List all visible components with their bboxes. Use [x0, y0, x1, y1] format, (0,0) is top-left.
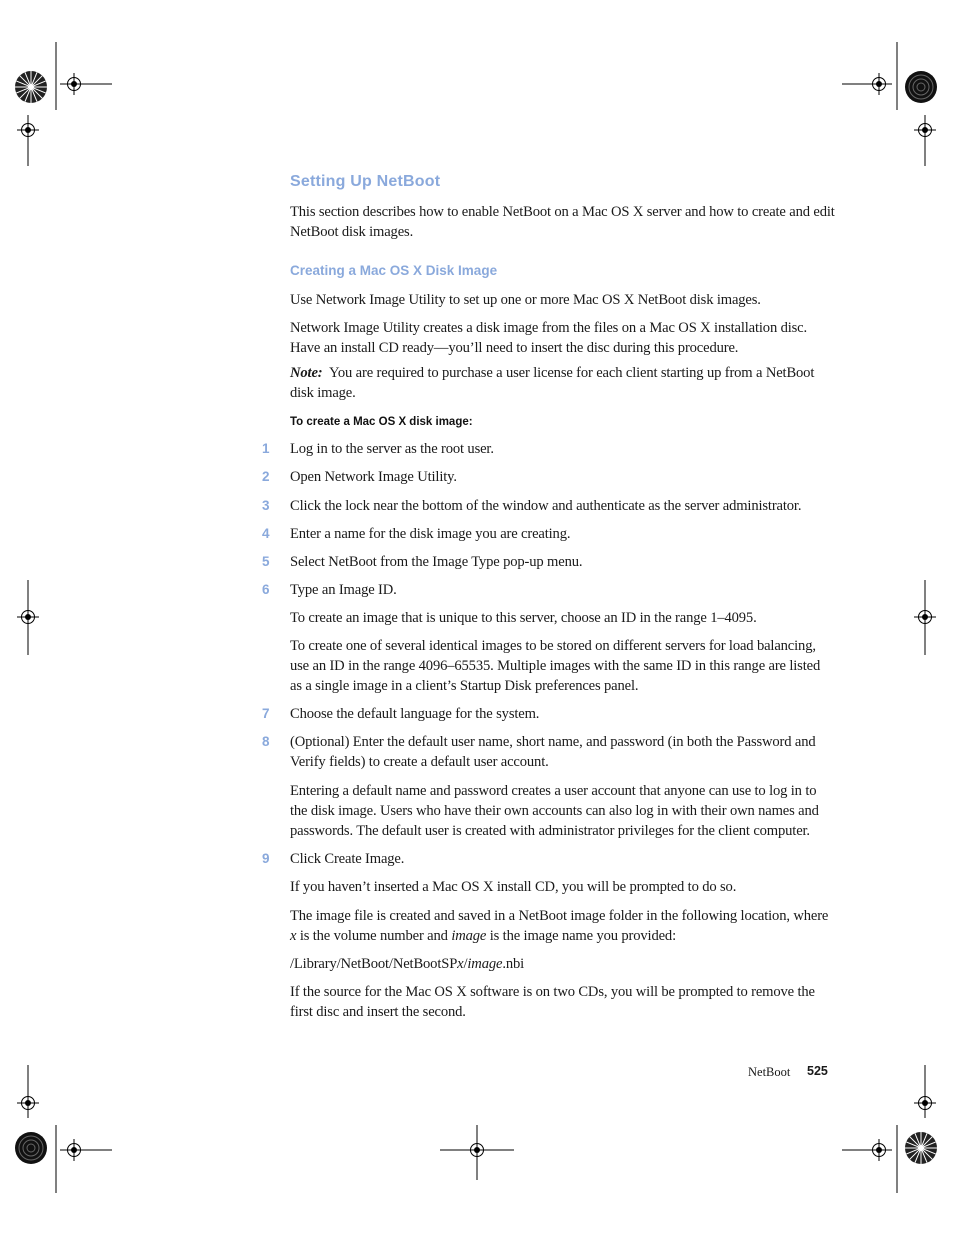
note-label: Note: — [290, 365, 323, 381]
image-path — [290, 954, 835, 974]
paragraph-2: Network Image Utility creates a disk image from the files on a Mac OS X installation disc. Have an install CD ready—you’ll need to insert the disc during this procedure. — [290, 320, 808, 356]
step-number: 3 — [262, 498, 270, 513]
step-6-detail-1: To create an image that is unique to this server, choose an ID in the range 1–4095. — [290, 610, 757, 626]
variable-x: x — [457, 956, 464, 972]
step-9-detail-3: If the source for the Mac OS X software is on two CDs, you will be prompted to remove the first disc and insert the second. — [290, 984, 815, 1020]
footer-chapter: NetBoot — [748, 1065, 791, 1079]
step-9-detail-1: If you haven’t inserted a Mac OS X install CD, you will be prompted to do so. — [290, 879, 737, 895]
step-number: 5 — [262, 554, 270, 569]
step-number: 8 — [262, 734, 270, 749]
text-run: is the image name you provided: — [486, 928, 676, 944]
step-text: Click Create Image. — [290, 851, 405, 867]
step-text: Type an Image ID. — [290, 582, 397, 598]
step-number: 7 — [262, 706, 270, 721]
variable-image: image — [451, 928, 487, 944]
step-text: Log in to the server as the root user. — [290, 441, 494, 457]
step-text: Open Network Image Utility. — [290, 469, 457, 485]
text-run: /Library/NetBoot/NetBootSP — [290, 956, 458, 972]
step-9-detail-2 — [290, 906, 835, 946]
step-number: 2 — [262, 469, 270, 484]
note-text: You are required to purchase a user license for each client starting up from a NetBoot disk image. — [290, 365, 815, 401]
variable-x: x — [290, 928, 297, 944]
text-run: is the volume number and — [296, 928, 452, 944]
procedure-heading: To create a Mac OS X disk image: — [290, 416, 473, 428]
step-6-detail-2: To create one of several identical images to be stored on different servers for load balancing, use an ID in the range 4096–65535. Multiple images with the same ID in this range are listed as a single image in a client’s Startup Disk preferences panel. — [290, 638, 821, 694]
paragraph-1: Use Network Image Utility to set up one or more Mac OS X NetBoot disk images. — [290, 292, 761, 308]
step-text: Enter a name for the disk image you are creating. — [290, 526, 571, 542]
page-number: 525 — [807, 1064, 828, 1078]
step-text: Select NetBoot from the Image Type pop-up menu. — [290, 554, 583, 570]
note — [290, 363, 835, 403]
section-title: Setting Up NetBoot — [290, 173, 441, 190]
step-8-detail: Entering a default name and password creates a user account that anyone can use to log in to the disk image. Users who have their own accounts can also log in with their own names and passwords. The default user is created with administrator privileges for the client computer. — [290, 783, 819, 839]
step-text: Choose the default language for the system. — [290, 706, 540, 722]
text-run: The image file is created and saved in a NetBoot image folder in the following location, where — [290, 908, 829, 924]
step-number: 4 — [262, 526, 270, 541]
subsection-title: Creating a Mac OS X Disk Image — [290, 263, 498, 278]
intro-paragraph: This section describes how to enable NetBoot on a Mac OS X server and how to create and edit NetBoot disk images. — [290, 204, 835, 240]
step-text: (Optional) Enter the default user name, short name, and password (in both the Password and Verify fields) to create a default user account. — [290, 734, 816, 770]
step-number: 9 — [262, 851, 270, 866]
step-number: 6 — [262, 582, 270, 597]
text-run: / — [463, 956, 468, 972]
step-number: 1 — [262, 441, 270, 456]
variable-image: image — [467, 956, 503, 972]
text-run: .nbi — [502, 956, 525, 972]
step-text: Click the lock near the bottom of the window and authenticate as the server administrator. — [290, 498, 802, 514]
